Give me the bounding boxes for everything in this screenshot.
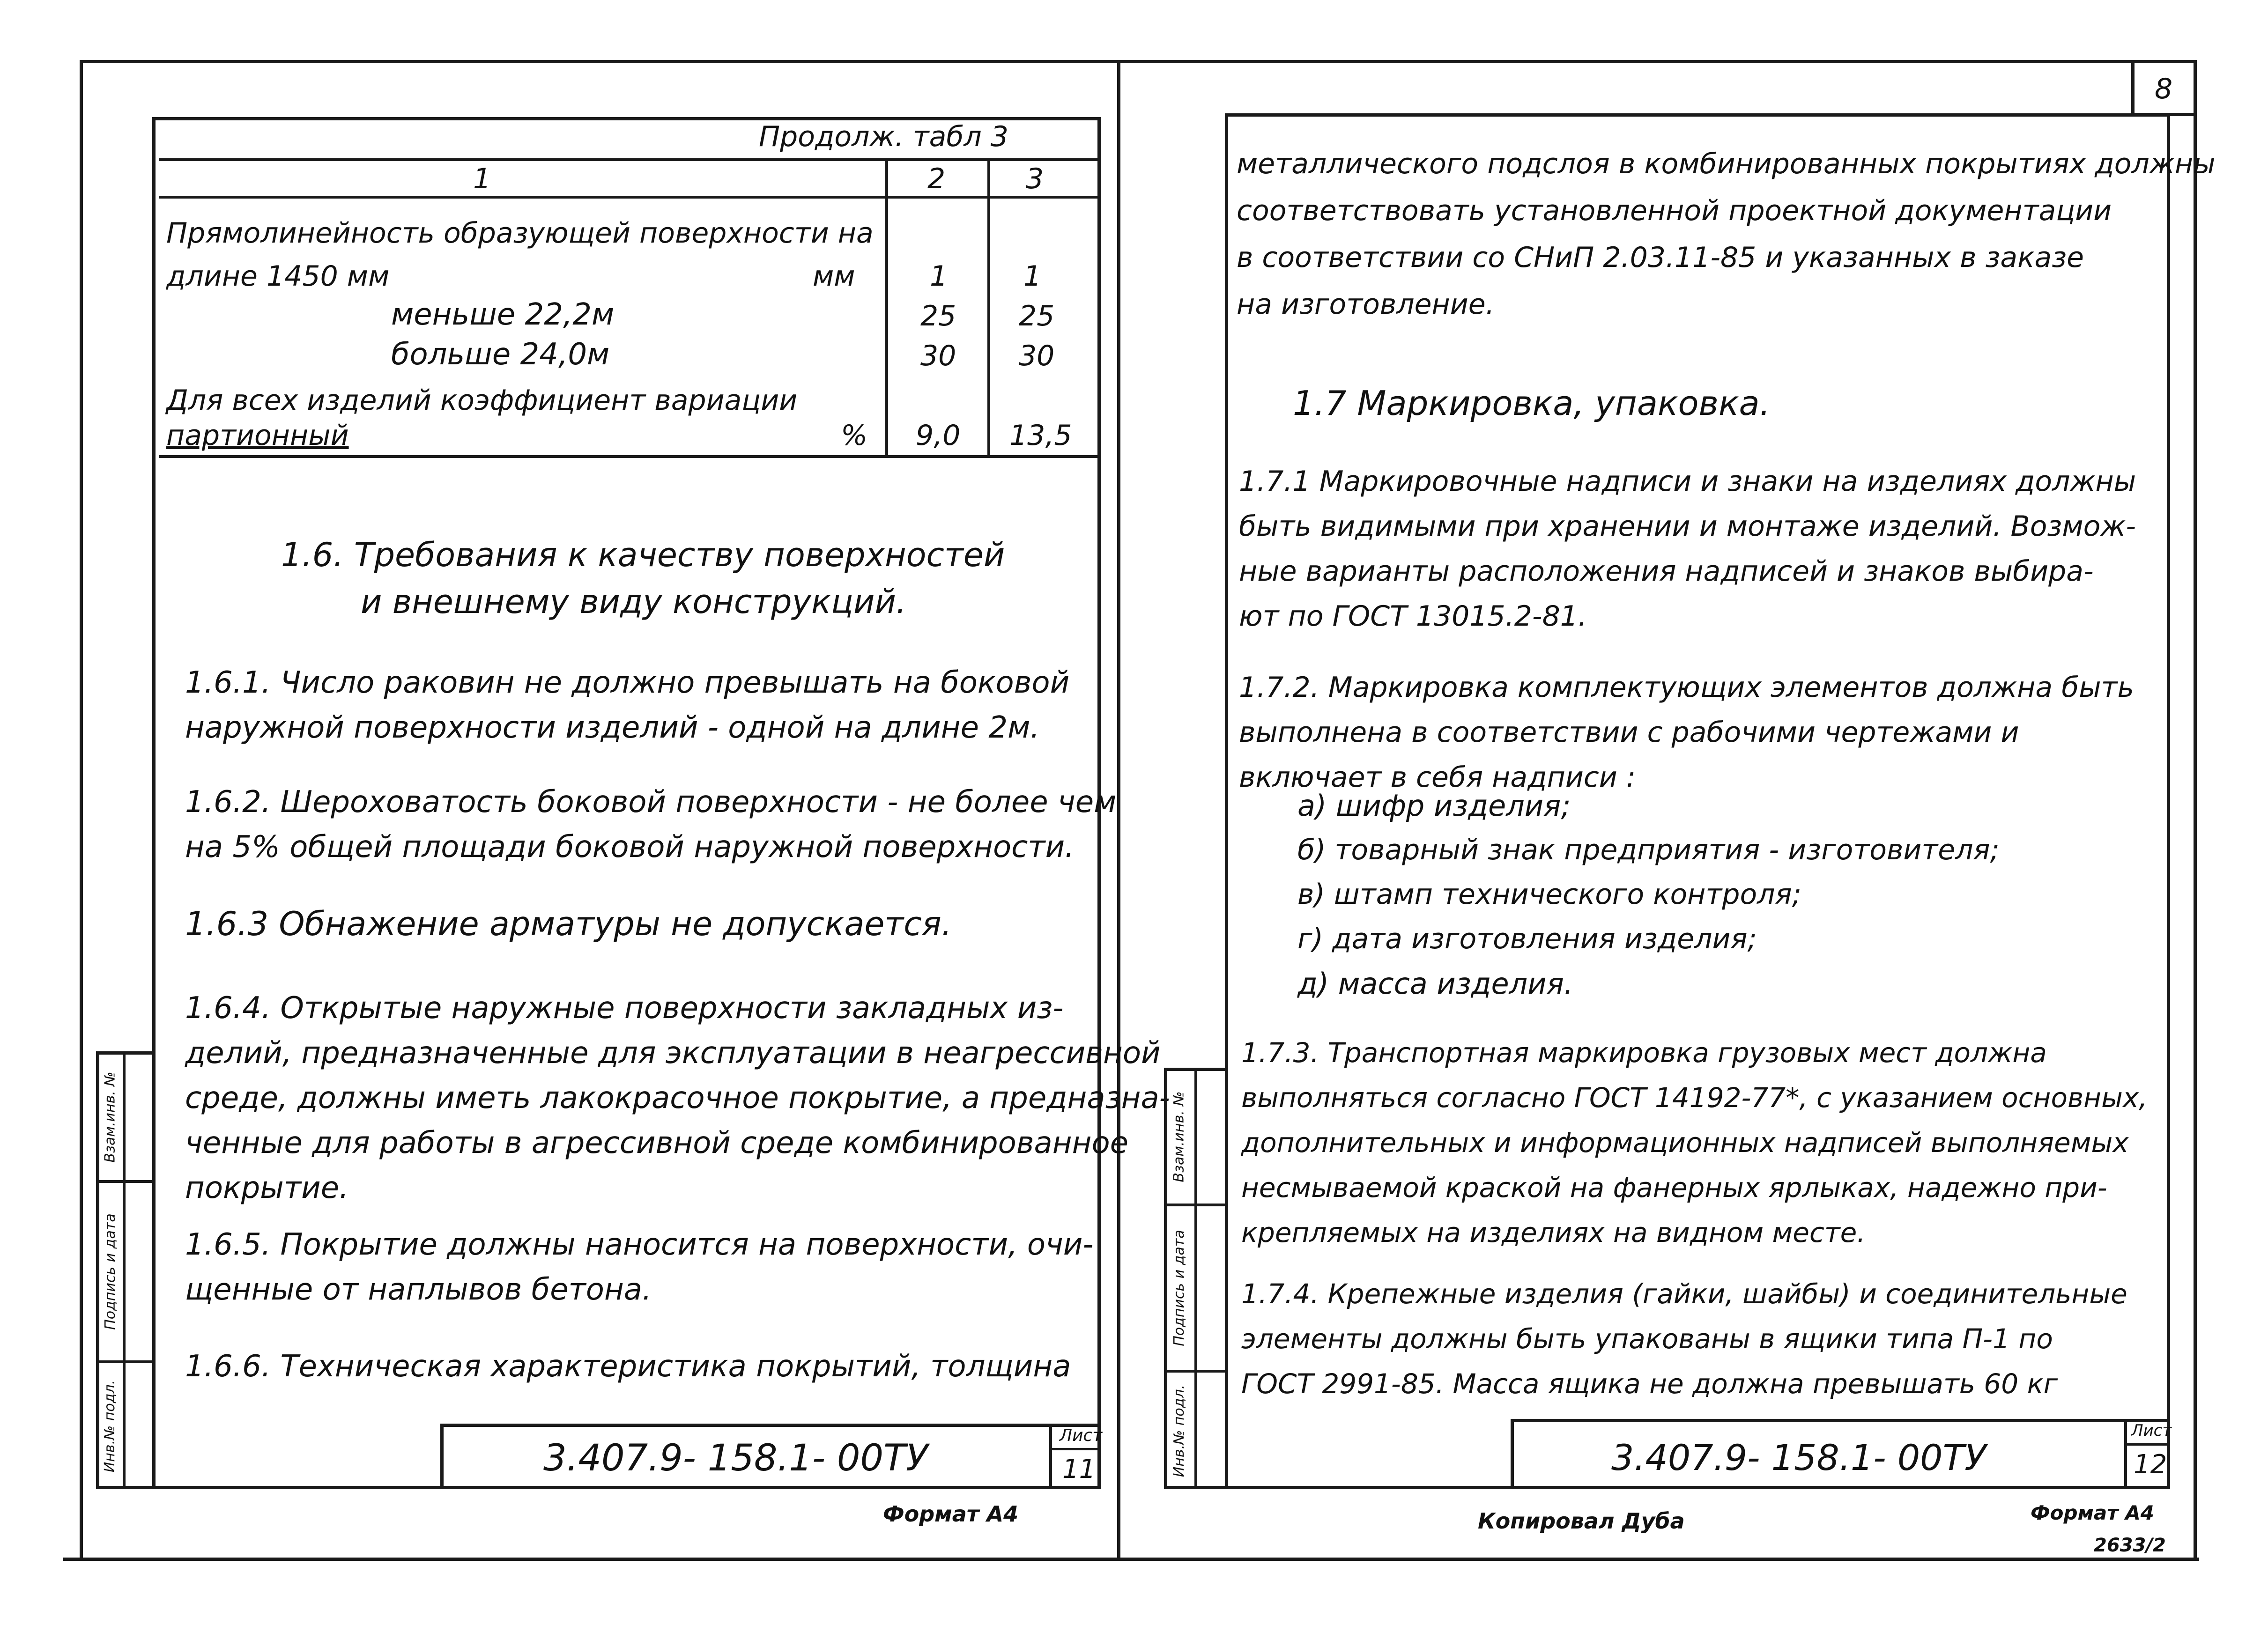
sheet-divider <box>1117 60 1120 1561</box>
table-header-col2: 2 <box>927 162 946 195</box>
paragraph-1-6-5: 1.6.5. Покрытие должны наносится на поверхности, очи- щенные от наплывов бетона. <box>185 1227 1094 1307</box>
table-cell: 1 <box>1023 260 1042 293</box>
sheet-label: Лист <box>1060 1426 1103 1445</box>
format-label: Формат А4 <box>2031 1501 2154 1524</box>
table-caption: Продолж. табл 3 <box>759 120 1008 153</box>
table-row-label: больше 24,0м <box>391 337 610 372</box>
paragraph-1-7-4: 1.7.4. Крепежные изделия (гайки, шайбы) и соединительные элементы должны быть упакованы в ящики типа П-1 по ГОСТ 2991-85. Масса ящика не должна превышать 60 кг <box>1241 1278 2127 1400</box>
paragraph-1-7-3: 1.7.3. Транспортная маркировка грузовых мест должна выполняться согласно ГОСТ 14192-77*, с указанием основных, дополнительных и информационных надписей выполняемых несмываемой краской на фанерных ярлыках, надежно при- крепляемых на изделиях на видном месте. <box>1241 1037 2148 1248</box>
stamp-label: Инв.№ подл. <box>102 1380 119 1473</box>
outer-left-border <box>80 60 83 1558</box>
list-item: г) дата изготовления изделия; <box>1297 923 1757 955</box>
list-item: а) шифр изделия; <box>1297 789 1571 823</box>
table-cell: 25 <box>1019 300 1055 332</box>
table-header-col3: 3 <box>1026 162 1044 195</box>
table-cell: 30 <box>920 340 956 372</box>
left-stamp-cell-3 <box>96 1363 124 1489</box>
stamp-label: Взам.инв. № <box>102 1071 119 1163</box>
left-stamp-cell-1 <box>96 1054 124 1180</box>
sheet-number: 11 <box>1062 1454 1096 1484</box>
sheet-label: Лист <box>2131 1421 2172 1440</box>
table-cell: 25 <box>920 300 956 332</box>
table-cell: 13,5 <box>1009 419 1072 452</box>
right-stamp-cell-2 <box>1164 1206 1194 1370</box>
right-stamp-cell-1 <box>1164 1070 1194 1204</box>
table-row-label: меньше 22,2м <box>391 297 615 332</box>
right-stamp-cell-3 <box>1164 1373 1194 1489</box>
paragraph-1-6-1: 1.6.1. Число раковин не должно превышать на боковой наружной поверхности изделий - одной на длине 2м. <box>185 665 1070 745</box>
stamp-label: Подпись и дата <box>1171 1230 1187 1346</box>
table-row-unit: мм <box>813 260 855 293</box>
archive-number: 2633/2 <box>2094 1535 2166 1556</box>
table-row-label: Для всех изделий коэффициент вариации <box>166 384 798 417</box>
outer-bottom-border <box>63 1558 2199 1561</box>
sheet-number: 12 <box>2134 1449 2167 1480</box>
list-item: в) штамп технического контроля; <box>1297 878 1801 911</box>
outer-top-border <box>80 60 2197 63</box>
paragraph-1-7-1: 1.7.1 Маркировочные надписи и знаки на изделиях должны быть видимыми при хранении и монтаже изделий. Возмож- ные варианты расположения надписей и знаков выбира- ют по ГОСТ 13015.2-81. <box>1239 465 2136 633</box>
doc-code: 3.407.9- 158.1- 00ТУ <box>1611 1437 1986 1478</box>
intro-paragraph: металлического подслоя в комбинированных покрытиях должны соответствовать установленной проектной документации в соответствии со СНиП 2.03.11-85 и указанных в заказе на изготовление. <box>1237 148 2216 321</box>
page-number: 8 <box>2155 73 2173 105</box>
section-title: и внешнему виду конструкций. <box>361 583 907 621</box>
table-row-unit: % <box>841 419 868 452</box>
copied-by: Копировал Дуба <box>1478 1508 1685 1534</box>
table-cell: 9,0 <box>916 419 961 452</box>
paragraph-1-6-6: 1.6.6. Техническая характеристика покрытий, толщина <box>185 1349 1071 1384</box>
list-item: д) масса изделия. <box>1297 967 1573 1001</box>
table-row-label: Прямолинейность образующей поверхности на <box>166 217 874 250</box>
stamp-label: Взам.инв. № <box>1171 1091 1187 1182</box>
doc-code: 3.407.9- 158.1- 00ТУ <box>543 1437 928 1479</box>
table-row-label: партионный <box>166 419 349 452</box>
paragraph-1-7-2: 1.7.2. Маркировка комплектующих элементов должна быть выполнена в соответствии с рабочими чертежами и включает в себя надписи : <box>1239 671 2134 794</box>
paragraph-1-6-2: 1.6.2. Шероховатость боковой поверхности - не более чем на 5% общей площади боковой наружной поверхности. <box>185 785 1117 864</box>
format-label: Формат А4 <box>883 1501 1019 1527</box>
table-row-label: длине 1450 мм <box>166 260 390 293</box>
paragraph-1-6-3: 1.6.3 Обнажение арматуры не допускается. <box>185 905 952 943</box>
table-header-col1: 1 <box>473 162 491 195</box>
section-title: 1.7 Маркировка, упаковка. <box>1293 384 1771 423</box>
left-stamp-cell-2 <box>96 1183 124 1360</box>
list-item: б) товарный знак предприятия - изготовителя; <box>1297 834 2000 866</box>
table-cell: 1 <box>930 260 948 293</box>
stamp-label: Инв.№ подл. <box>1171 1384 1187 1477</box>
section-title: 1.6. Требования к качеству поверхностей <box>281 536 1005 574</box>
table-cell: 30 <box>1019 340 1055 372</box>
stamp-label: Подпись и дата <box>102 1213 119 1330</box>
paragraph-1-6-4: 1.6.4. Открытые наружные поверхности закладных из- делий, предназначенные для эксплуатации в неагрессивной среде, должны иметь лакокрасочное покрытие, а предназна- ченные для работы в агрессивной среде комбинированное покрытие. <box>185 991 1170 1205</box>
